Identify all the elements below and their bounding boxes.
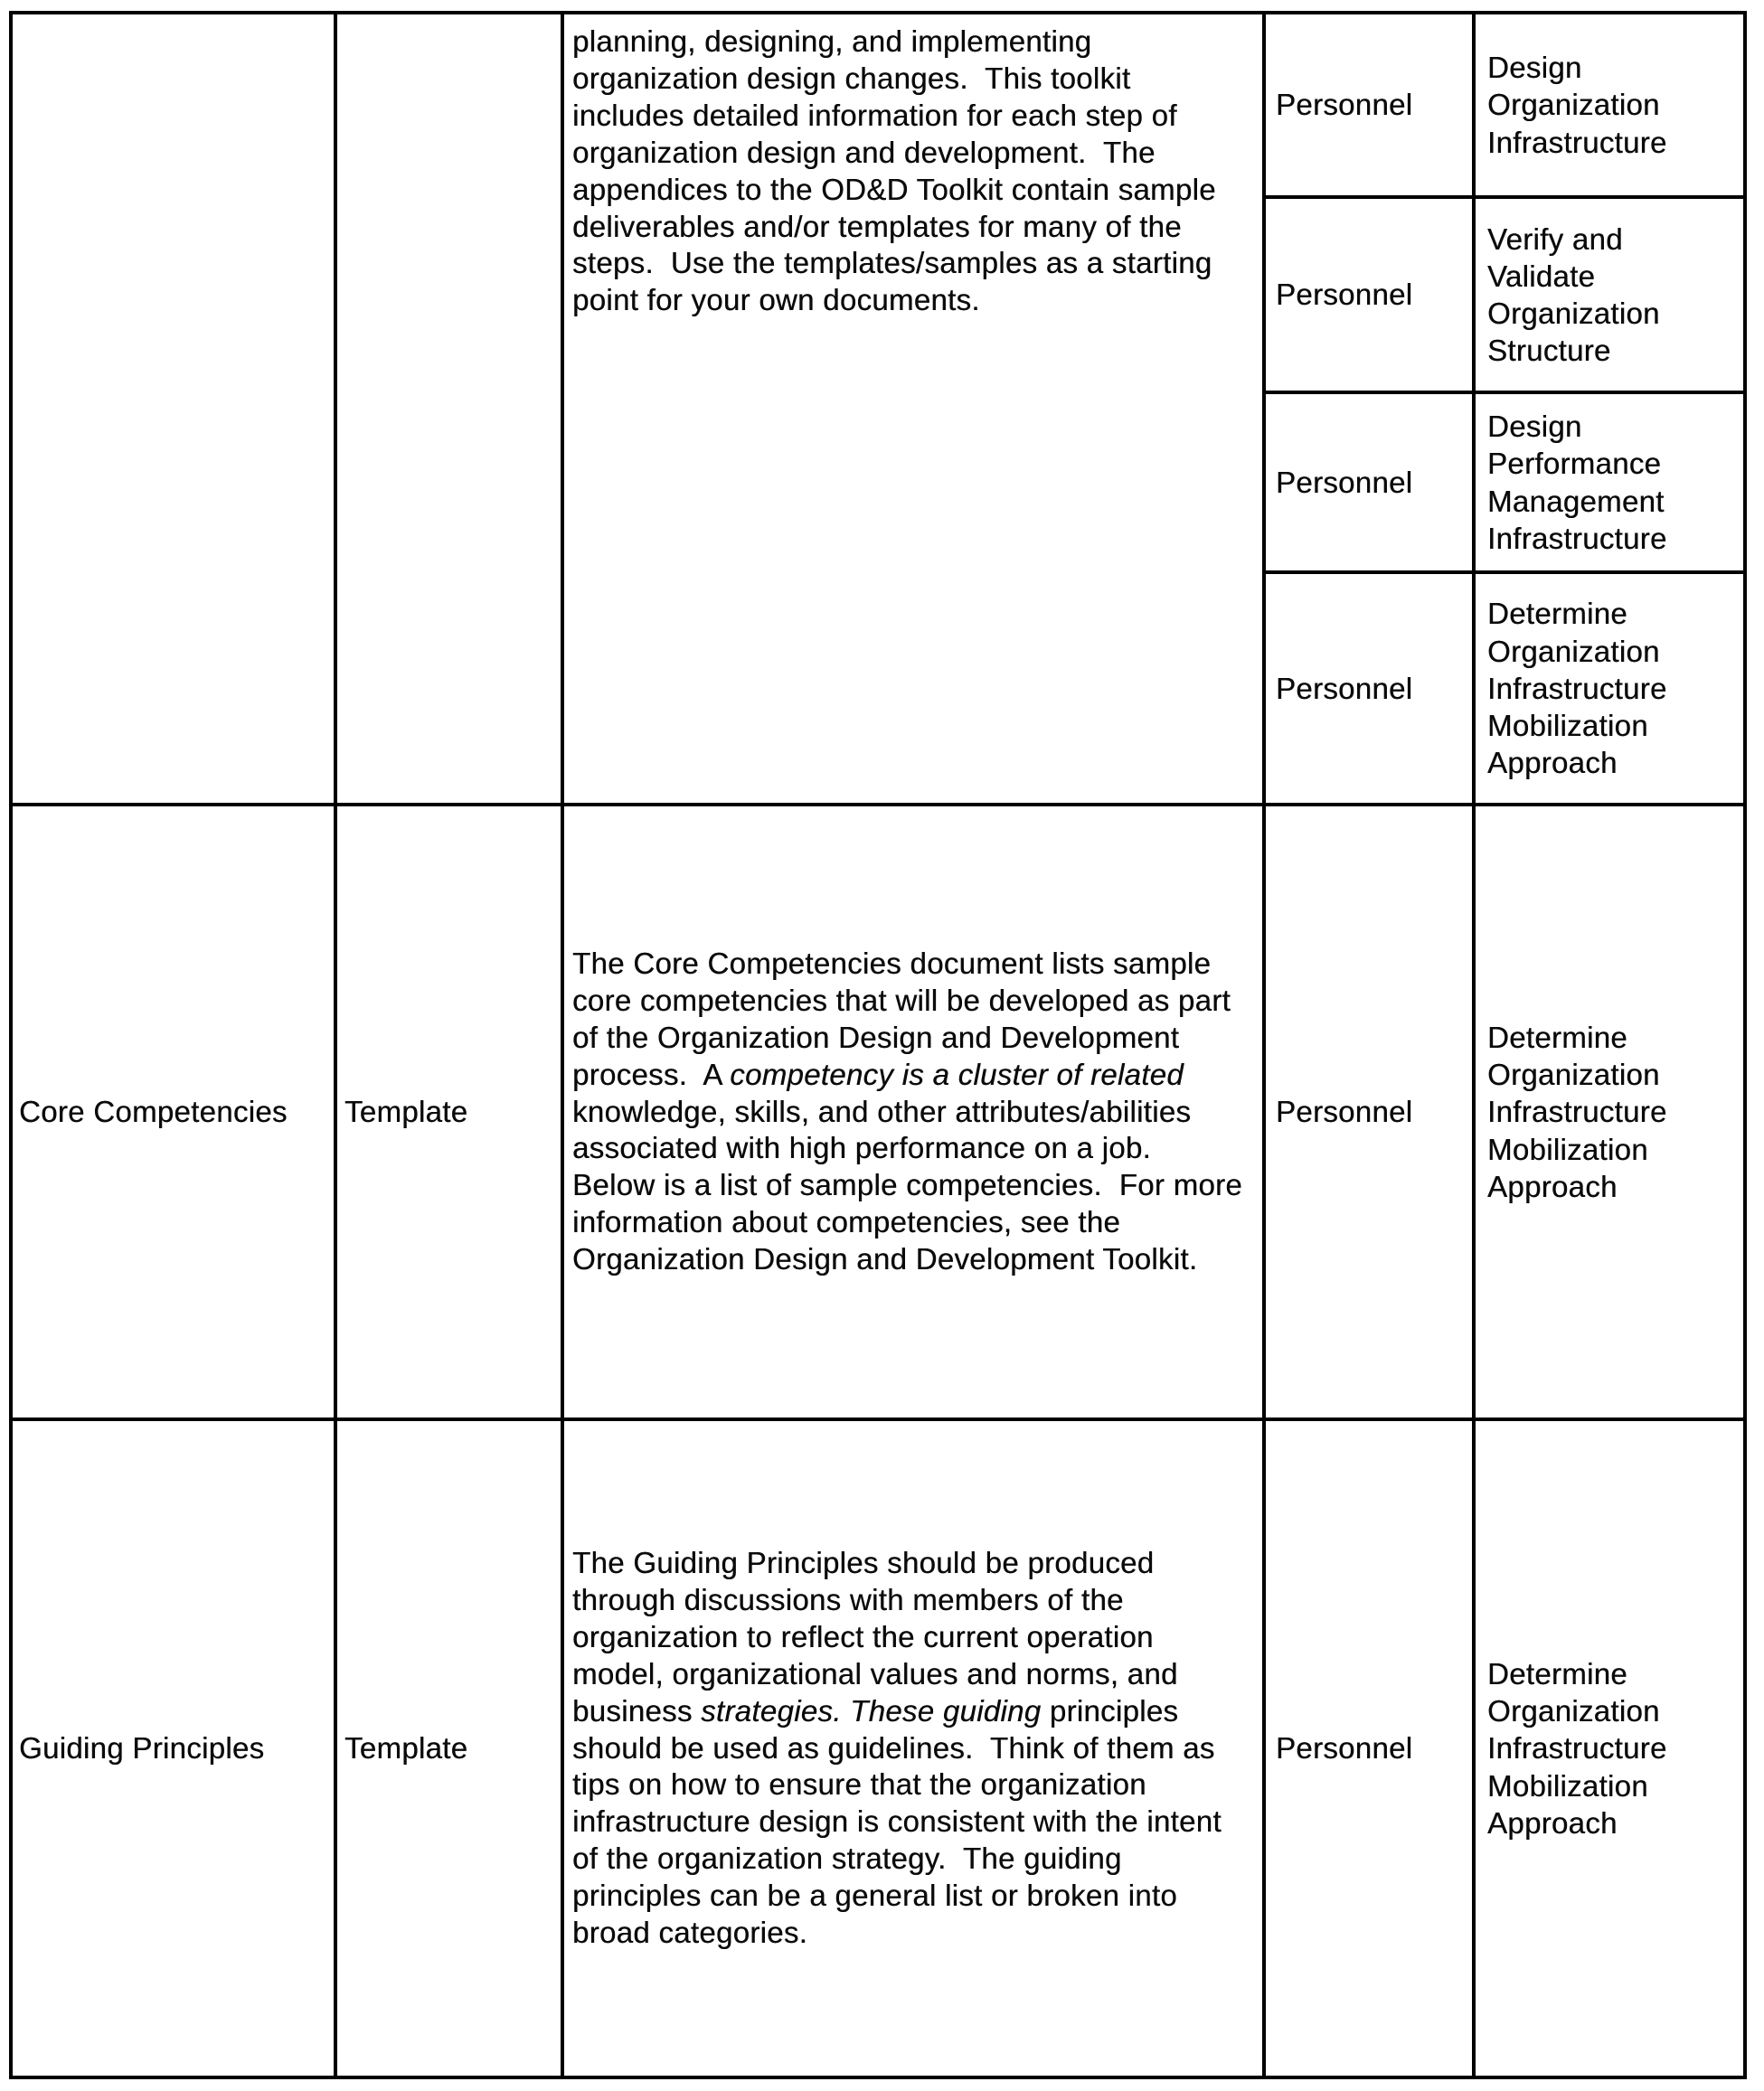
row3-description-cell: The Guiding Principles should be produced through discussions with members of the organization to reflect the current operation model, organizational values and norms, and business strategies. These guiding principles should be used as guidelines. Think of them as tips on how to ensure that the organization infrastructure design is consistent with the intent of the organization strategy. The guiding principles can be a general list or broken into broad categories. <box>564 1421 1262 2076</box>
row1-task-cell-1: Design Organization Infrastructure <box>1476 14 1743 195</box>
row1-task-cell-3: Design Performance Management Infrastructure <box>1476 394 1743 570</box>
toolkit-deliverables-table <box>9 11 1747 2079</box>
row1-name-cell <box>13 14 334 803</box>
row2-description-cell: The Core Competencies document lists sample core competencies that will be developed as part of the Organization Design and Development process. A competency is a cluster of related knowledge, skills, and other attributes/abilities associated with high performance on a job. Below is a list of sample competencies. For more information about competencies, see the Organization Design and Development Toolkit. <box>564 806 1262 1418</box>
row1-personnel-cell-2: Personnel <box>1266 199 1472 391</box>
row1-task-cell-2: Verify and Validate Organization Structure <box>1476 199 1743 391</box>
row3-name-cell: Guiding Principles <box>13 1421 334 2076</box>
row2-task-cell: Determine Organization Infrastructure Mobilization Approach <box>1476 806 1743 1418</box>
row3-type-cell: Template <box>337 1421 561 2076</box>
row1-personnel-cell-4: Personnel <box>1266 574 1472 803</box>
row1-personnel-cell-1: Personnel <box>1266 14 1472 195</box>
row1-description-cell: planning, designing, and implementing organization design changes. This toolkit includes detailed information for each step of organization design and development. The appendices to the OD&D Toolkit contain sample deliverables and/or templates for many of the steps. Use the templates/samples as a starting point for your own documents. <box>564 14 1262 803</box>
row1-personnel-cell-3: Personnel <box>1266 394 1472 570</box>
row2-name-cell: Core Competencies <box>13 806 334 1418</box>
row1-task-cell-4: Determine Organization Infrastructure Mobilization Approach <box>1476 574 1743 803</box>
row2-personnel-cell: Personnel <box>1266 806 1472 1418</box>
row3-task-cell: Determine Organization Infrastructure Mobilization Approach <box>1476 1421 1743 2076</box>
row3-personnel-cell: Personnel <box>1266 1421 1472 2076</box>
row1-type-cell <box>337 14 561 803</box>
row2-type-cell: Template <box>337 806 561 1418</box>
